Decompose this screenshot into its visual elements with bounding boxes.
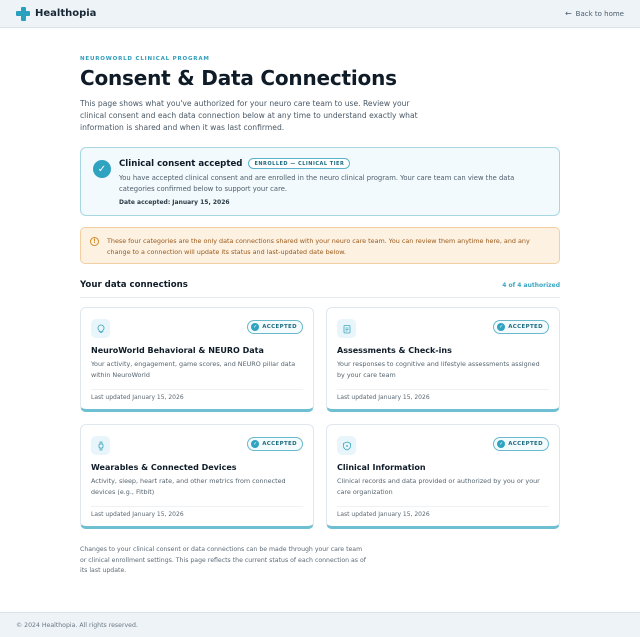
- lightbulb-icon: [91, 319, 110, 338]
- card-updated: Last updated January 15, 2026: [91, 394, 184, 401]
- info-icon: !: [90, 237, 99, 246]
- page-footer: [0, 612, 640, 637]
- card-title: NeuroWorld Behavioral & NEURO Data: [91, 346, 264, 355]
- card-updated: Last updated January 15, 2026: [91, 511, 184, 518]
- card-description: Activity, sleep, heart rate, and other metrics from connected devices (e.g., Fitbit): [91, 477, 286, 496]
- page-eyebrow: NEUROWORLD CLINICAL PROGRAM: [80, 56, 210, 62]
- divider: [91, 506, 303, 507]
- consent-date: Date accepted: January 15, 2026: [119, 199, 230, 206]
- status-label: ACCEPTED: [262, 324, 297, 330]
- footnote: Changes to your clinical consent or data connections can be made through your care team or clinical enrollment settings. This page reflects the current status of each connection as of its last update.: [80, 546, 366, 574]
- info-notice: [80, 227, 560, 264]
- consent-status-panel: [80, 147, 560, 216]
- check-icon: ✓: [253, 324, 258, 330]
- clipboard-icon: [337, 319, 356, 338]
- check-icon: ✓: [499, 324, 504, 330]
- accepted-badge: [247, 437, 303, 451]
- copyright-text: © 2024 Healthopia. All rights reserved.: [16, 621, 138, 629]
- divider: [337, 389, 549, 390]
- status-label: ACCEPTED: [508, 324, 543, 330]
- card-title: Wearables & Connected Devices: [91, 463, 237, 472]
- connections-heading: Your data connections: [80, 280, 188, 290]
- arrow-left-icon: ←: [564, 9, 572, 18]
- brand-logo[interactable]: [16, 7, 96, 21]
- accepted-badge: [493, 320, 549, 334]
- connection-card: [326, 424, 560, 529]
- accepted-badge: [493, 437, 549, 451]
- card-description: Clinical records and data provided or authorized by you or your care organization: [337, 477, 540, 496]
- connection-card: [326, 307, 560, 412]
- card-description: Your responses to cognitive and lifestyle assessments assigned by your care team: [337, 360, 540, 379]
- check-icon: ✓: [253, 441, 258, 447]
- connection-card: [80, 307, 314, 412]
- brand-name: Healthopia: [35, 8, 97, 19]
- card-title: Clinical Information: [337, 463, 426, 472]
- status-label: ACCEPTED: [262, 441, 297, 447]
- divider: [91, 389, 303, 390]
- divider: [337, 506, 549, 507]
- check-icon: ✓: [499, 441, 504, 447]
- card-updated: Last updated January 15, 2026: [337, 394, 430, 401]
- check-circle-icon: ✓: [93, 160, 111, 178]
- shield-icon: [337, 436, 356, 455]
- page-title: Consent & Data Connections: [80, 66, 397, 90]
- card-updated: Last updated January 15, 2026: [337, 511, 430, 518]
- consent-title: Clinical consent accepted: [119, 158, 243, 169]
- connections-header: [80, 280, 560, 298]
- top-bar: [0, 0, 640, 28]
- connections-grid: [80, 307, 560, 529]
- notice-text: These four categories are the only data connections shared with your neuro care team. You can review them anytime here, and any change to a connection will update its status and last-updated date below.: [107, 237, 530, 256]
- back-to-home-link[interactable]: [565, 9, 624, 18]
- consent-description: You have accepted clinical consent and are enrolled in the neuro clinical program. Your care team can view the data categories confirmed below to support your care.: [119, 174, 515, 193]
- card-title: Assessments & Check-ins: [337, 346, 452, 355]
- card-description: Your activity, engagement, game scores, and NEURO pillar data within NeuroWorld: [91, 360, 296, 379]
- main-content: [0, 56, 640, 577]
- connection-card: [80, 424, 314, 529]
- back-link-label: Back to home: [575, 9, 624, 18]
- page-intro: This page shows what you've authorized for your neuro care team to use. Review your clinical consent and each data connection below at any time to understand exactly what information is shared and when it was last confirmed.: [80, 99, 418, 132]
- connections-count: 4 of 4 authorized: [502, 281, 560, 289]
- enrollment-tier-badge: ENROLLED — CLINICAL TIER: [248, 158, 350, 169]
- accepted-badge: [247, 320, 303, 334]
- watch-icon: [91, 436, 110, 455]
- cross-logo-icon: [16, 7, 30, 21]
- status-label: ACCEPTED: [508, 441, 543, 447]
